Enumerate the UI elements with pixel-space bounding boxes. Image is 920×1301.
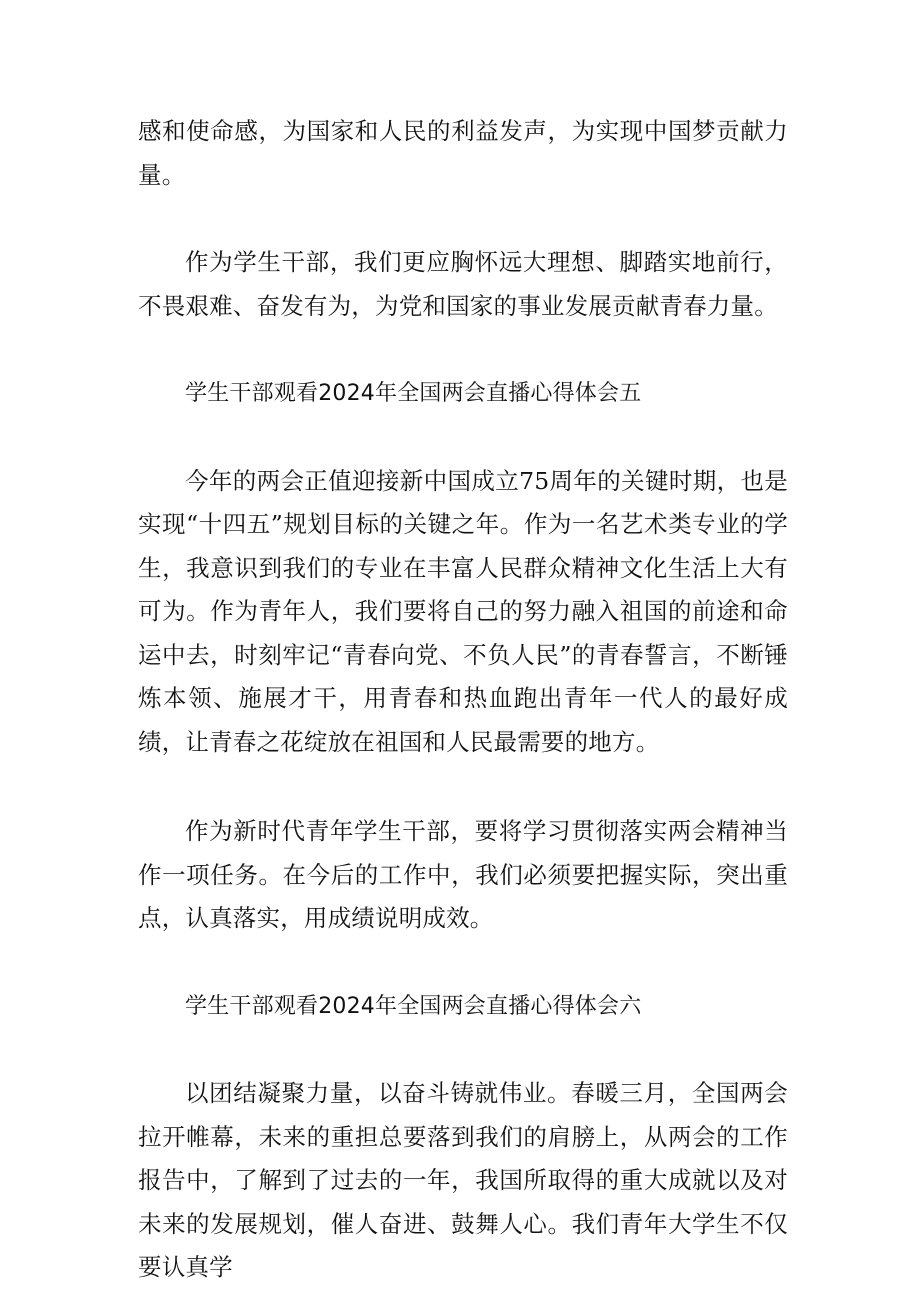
section-heading-five: 学生干部观看2024年全国两会直播心得体会五 (185, 381, 642, 406)
paragraph-spacer (138, 416, 788, 460)
paragraph-spacer (138, 941, 788, 985)
paragraph-new-era-cadre: 作为新时代青年学生干部，要将学习贯彻落实两会精神当作一项任务。在今后的工作中，我们必须要把握实际，突出重点，认真落实，用成绩说明成效。 (138, 817, 788, 932)
paragraph-spacer (138, 328, 788, 372)
paragraph-unity-struggle: 以团结凝聚力量，以奋斗铸就伟业。春暖三月，全国两会拉开帷幕，未来的重担总要落到我们的肩膀上，从两会的工作报告中，了解到了过去的一年，我国所取得的重大成就以及对未来的发展规划，催人奋进、鼓舞人心。我们青年大学生不仅要认真学 (138, 1079, 788, 1281)
paragraph-75th-anniversary: 今年的两会正值迎接新中国成立75周年的关键时期，也是实现“十四五”规划目标的关键之年。作为一名艺术类专业的学生，我意识到我们的专业在丰富人民群众精神文化生活上大有可为。作为青年人，我们要将自己的努力融入祖国的前途和命运中去，时刻牢记“青春向党、不负人民”的青春誓言，不断锤炼本领、施展才干，用青春和热血跑出青年一代人的最好成绩，让青春之花绽放在祖国和人民最需要的地方。 (138, 466, 788, 756)
document-page (138, 110, 788, 1290)
paragraph-continued: 感和使命感，为国家和人民的利益发声，为实现中国梦贡献力量。 (138, 117, 788, 189)
section-heading-six: 学生干部观看2024年全国两会直播心得体会六 (185, 993, 642, 1019)
paragraph-spacer (138, 1028, 788, 1072)
paragraph-spacer (138, 197, 788, 241)
paragraph-spacer (138, 764, 788, 810)
paragraph-student-cadre: 作为学生干部，我们更应胸怀远大理想、脚踏实地前行，不畏艰难、奋发有为，为党和国家的事业发展贡献青春力量。 (138, 248, 788, 320)
